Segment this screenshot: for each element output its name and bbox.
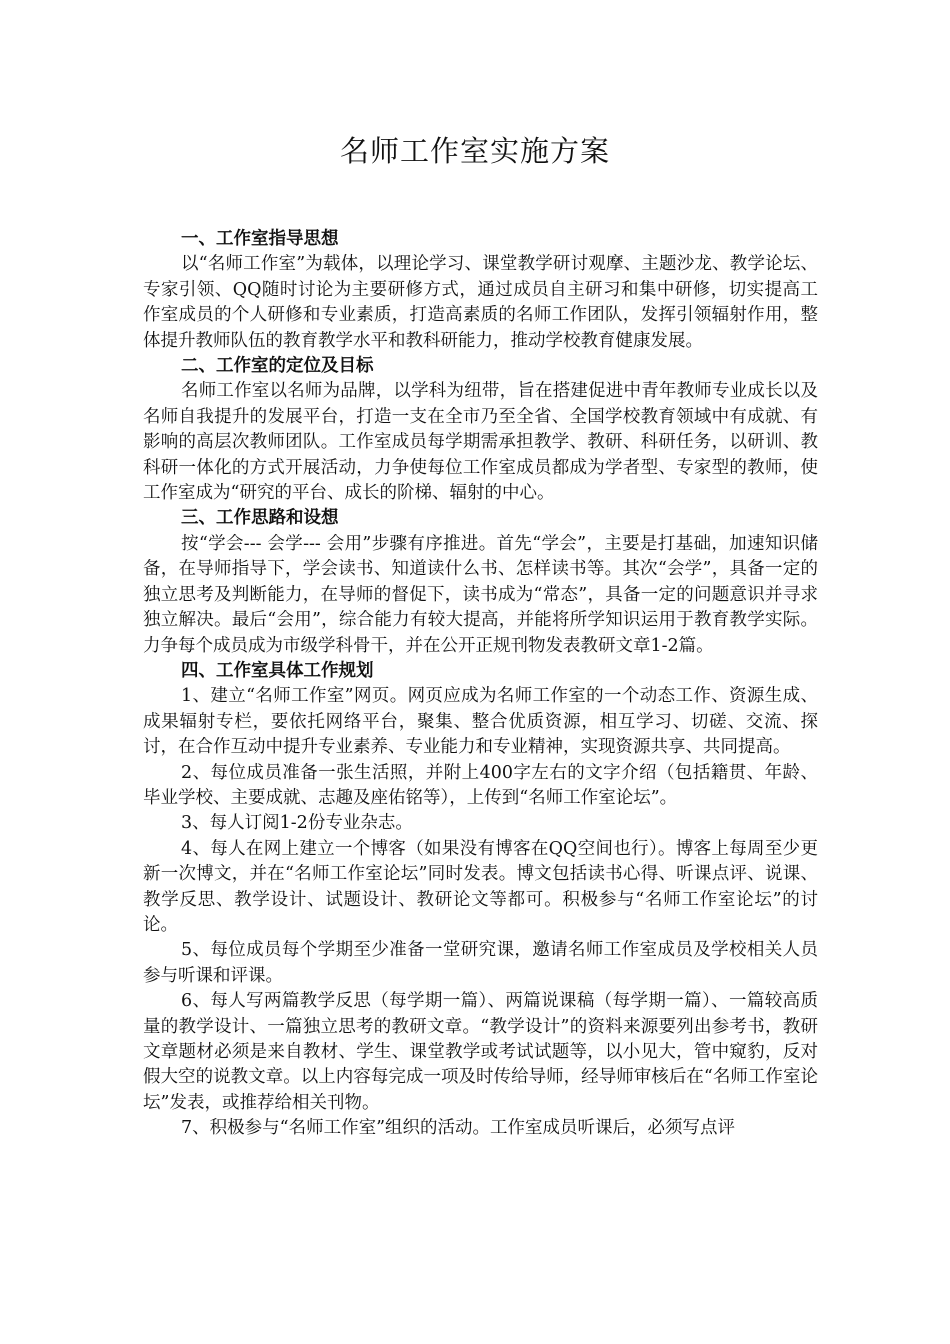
plan-item: 1、建立“名师工作室”网页。网页应成为名师工作室的一个动态工作、资源生成、成果辐射专栏，要依托网络平台，聚集、整合优质资源，相互学习、切磋、交流、探讨，在合作互动中提升专业素养、专业能力和专业精神，实现资源共享、共同提高。 xyxy=(143,686,818,758)
section-paragraph: 名师工作室以名师为品牌，以学科为纽带，旨在搭建促进中青年教师专业成长以及名师自我提升的发展平台，打造一支在全市乃至全省、全国学校教育领域中有成就、有影响的高层次教师团队。工作室成员每学期需承担教学、教研、科研任务，以研训、教科研一体化的方式开展活动，力争使每位工作室成员都成为学者型、专家型的教师，使工作室成为“研究的平台、成长的阶梯、辐射的中心。 xyxy=(143,381,818,504)
plan-item: 4、每人在网上建立一个博客（如果没有博客在QQ空间也行）。博客上每周至少更新一次博文，并在“名师工作室论坛”同时发表。博文包括读书心得、听课点评、说课、教学反思、教学设计、试题设计、教研论文等都可。积极参与“名师工作室论坛”的讨论。 xyxy=(143,838,818,935)
section-heading: 二、工作室的定位及目标 xyxy=(181,356,374,377)
plan-item: 3、每人订阅1-2份专业杂志。 xyxy=(181,813,413,834)
section-heading: 四、工作室具体工作规划 xyxy=(181,660,374,681)
plan-item: 6、每人写两篇教学反思（每学期一篇）、两篇说课稿（每学期一篇）、一篇较高质量的教学设计、一篇独立思考的教研文章。“教学设计”的资料来源要列出参考书，教研文章题材必须是来自教材、学生、课堂教学或考试试题等，以小见大，管中窥豹，反对假大空的说教文章。以上内容每完成一项及时传给导师，经导师审核后在“名师工作室论坛”发表，或推荐给相关刊物。 xyxy=(143,991,818,1113)
plan-item: 7、积极参与“名师工作室”组织的活动。工作室成员听课后，必须写点评 xyxy=(181,1118,736,1139)
document-body xyxy=(143,227,818,1142)
section-paragraph: 按“学会--- 会学--- 会用”步骤有序推进。首先“学会”，主要是打基础，加速知识储备，在导师指导下，学会读书、知道读什么书、怎样读书等。其次“会学”，具备一定的独立思考及判断能力，在导师的督促下，读书成为“常态”，具备一定的问题意识并寻求独立解决。最后“会用”，综合能力有较大提高，并能将所学知识运用于教育教学实际。力争每个成员成为市级学科骨干，并在公开正规刊物发表教研文章1-2篇。 xyxy=(143,533,818,656)
plan-item: 2、每位成员准备一张生活照，并附上400字左右的文字介绍（包括籍贯、年龄、毕业学校、主要成就、志趣及座佑铭等），上传到“名师工作室论坛”。 xyxy=(143,762,818,808)
section-heading: 一、工作室指导思想 xyxy=(181,229,339,249)
plan-item: 5、每位成员每个学期至少准备一堂研究课，邀请名师工作室成员及学校相关人员参与听课和评课。 xyxy=(143,940,818,986)
section-paragraph: 以“名师工作室”为载体，以理论学习、课堂教学研讨观摩、主题沙龙、教学论坛、专家引领、QQ随时讨论为主要研修方式，通过成员自主研习和集中研修，切实提高工作室成员的个人研修和专业素质，打造高素质的名师工作团队，发挥引领辐射作用，整体提升教师队伍的教育教学水平和教科研能力，推动学校教育健康发展。 xyxy=(143,254,818,351)
section-heading: 三、工作思路和设想 xyxy=(181,508,339,529)
document-title: 名师工作室实施方案 xyxy=(339,134,610,168)
